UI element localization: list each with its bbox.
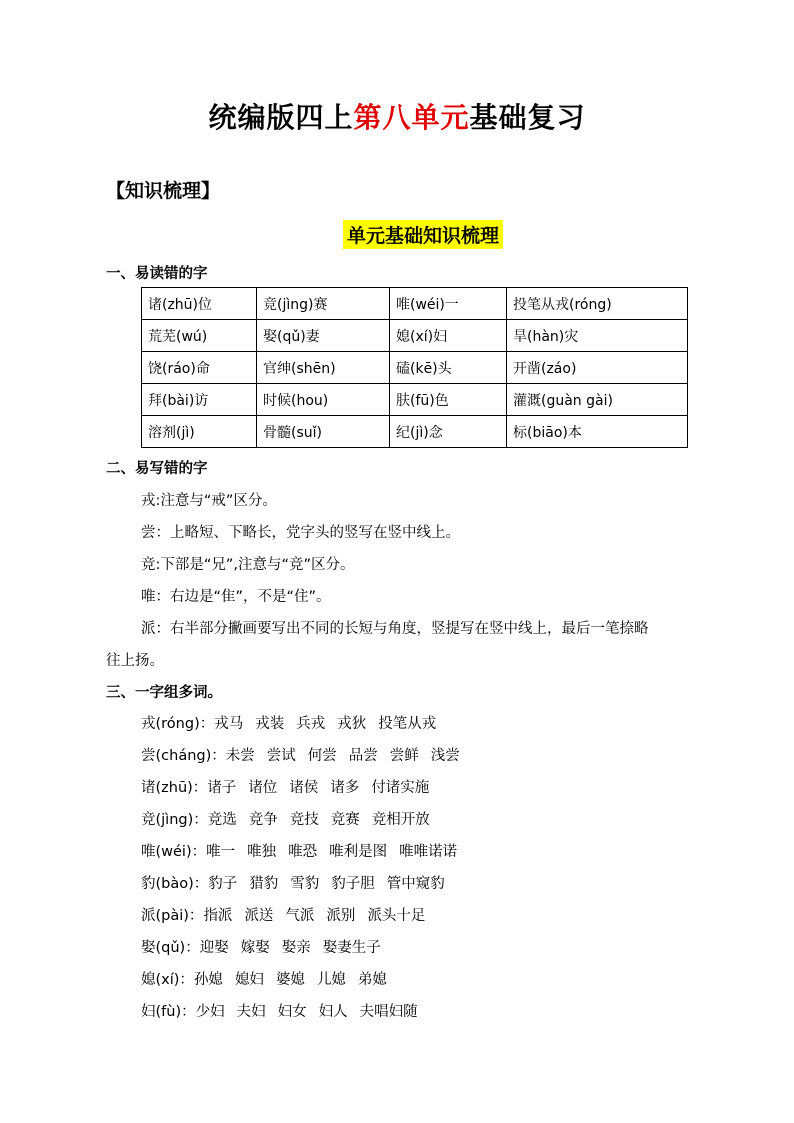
- word: 浅尝: [430, 748, 460, 764]
- word: 豹子胆: [331, 876, 375, 892]
- table-cell: 标(biāo)本: [507, 416, 688, 448]
- table-cell: 投笔从戎(róng): [507, 288, 688, 320]
- word: 戎装: [255, 716, 285, 732]
- word: 唯利是图: [329, 844, 388, 860]
- word: 竞相开放: [371, 812, 430, 828]
- word-group-head: 妇(fù)：: [141, 1004, 196, 1020]
- table-cell: 灌溉(guàn gài): [507, 384, 688, 416]
- table-cell: 溶剂(jì): [142, 416, 257, 448]
- word-group-line: [141, 840, 469, 861]
- word: 妇人: [318, 1004, 348, 1020]
- word-group-head: 娶(qǔ)：: [141, 940, 200, 956]
- table-cell: 荒芜(wú): [142, 320, 257, 352]
- title-highlight: 第八单元: [353, 101, 470, 134]
- word: 嫁娶: [240, 940, 270, 956]
- table-cell: 肤(fū)色: [390, 384, 507, 416]
- table-cell: 旱(hàn)灾: [507, 320, 688, 352]
- word-group-line: [141, 936, 393, 957]
- word: 夫妇: [236, 1004, 266, 1020]
- table-cell: 官绅(shēn): [257, 352, 390, 384]
- word: 唯唯诺诺: [399, 844, 458, 860]
- table-row: [142, 352, 688, 384]
- table-cell: 时候(hou): [257, 384, 390, 416]
- word: 尝试: [266, 748, 296, 764]
- list-item: 戎:注意与“戒”区分。: [141, 493, 277, 509]
- table-cell: 开凿(záo): [507, 352, 688, 384]
- word: 诸侯: [289, 780, 319, 796]
- list-item-continuation: 往上扬。: [106, 653, 164, 669]
- word: 管中窥豹: [386, 876, 445, 892]
- word: 唯独: [247, 844, 277, 860]
- word: 儿媳: [316, 972, 346, 988]
- table-cell: 拜(bài)访: [142, 384, 257, 416]
- word: 豹子: [208, 876, 238, 892]
- word-group-head: 竞(jìng)：: [141, 812, 208, 828]
- word-group-line: [141, 904, 437, 925]
- word: 娶亲: [281, 940, 311, 956]
- word: 猎豹: [249, 876, 279, 892]
- word-group-line: [141, 1000, 430, 1021]
- word: 夫唱妇随: [359, 1004, 418, 1020]
- word: 诸子: [207, 780, 237, 796]
- subtitle-highlight: 单元基础知识梳理: [343, 220, 503, 249]
- word-group-line: [141, 872, 457, 893]
- table-cell: 纪(jì)念: [390, 416, 507, 448]
- table-row: [142, 288, 688, 320]
- word: 竞赛: [330, 812, 360, 828]
- word: 品尝: [348, 748, 378, 764]
- table-row: [142, 384, 688, 416]
- word: 投笔从戎: [378, 716, 437, 732]
- word: 少妇: [195, 1004, 225, 1020]
- list-item: 竞:下部是“兄”,注意与“竞”区分。: [141, 557, 355, 573]
- title-prefix: 统编版四上: [208, 101, 354, 134]
- word: 娶妻生子: [322, 940, 381, 956]
- word-group-line: [141, 776, 441, 797]
- word: 婆媳: [275, 972, 305, 988]
- word: 气派: [285, 908, 315, 924]
- word: 尝鲜: [389, 748, 419, 764]
- list-item: 唯：右边是“隹”，不是“住”。: [141, 589, 331, 605]
- table-cell: 诸(zhū)位: [142, 288, 257, 320]
- word-group-head: 豹(bào)：: [141, 876, 209, 892]
- word-group-head: 唯(wéi)：: [141, 844, 207, 860]
- word: 竞争: [248, 812, 278, 828]
- word: 付诸实施: [371, 780, 430, 796]
- table-row: [142, 416, 688, 448]
- word-group-line: [141, 808, 442, 829]
- word: 未尝: [225, 748, 255, 764]
- table-row: [142, 320, 688, 352]
- word: 竞选: [207, 812, 237, 828]
- word: 弟媳: [357, 972, 387, 988]
- section-tag: 【知识梳理】: [106, 180, 221, 202]
- word: 媳妇: [234, 972, 264, 988]
- table-cell: 娶(qǔ)妻: [257, 320, 390, 352]
- word: 兵戎: [296, 716, 326, 732]
- subtitle-wrap: [0, 220, 794, 249]
- pinyin-table: [141, 287, 688, 448]
- word: 妇女: [277, 1004, 307, 1020]
- word-group-line: [141, 744, 472, 765]
- word: 何尝: [307, 748, 337, 764]
- table-cell: 饶(ráo)命: [142, 352, 257, 384]
- word: 唯一: [206, 844, 236, 860]
- word-group-head: 诸(zhū)：: [141, 780, 208, 796]
- title-suffix: 基础复习: [469, 101, 586, 134]
- section-1-heading: 一、易读错的字: [106, 266, 208, 282]
- word: 孙媳: [193, 972, 223, 988]
- word: 指派: [203, 908, 233, 924]
- word-group-head: 派(pài)：: [141, 908, 204, 924]
- word: 戎马: [214, 716, 244, 732]
- word: 派头十足: [367, 908, 426, 924]
- word: 派送: [244, 908, 274, 924]
- word: 雪豹: [290, 876, 320, 892]
- word-group-line: [141, 712, 448, 733]
- list-item: 尝：上略短、下略长，党字头的竖写在竖中线上。: [141, 525, 460, 541]
- table-cell: 竞(jìng)赛: [257, 288, 390, 320]
- page-title: [0, 96, 794, 136]
- word-group-head: 戎(róng)：: [141, 716, 215, 732]
- word: 唯恐: [288, 844, 318, 860]
- table-cell: 骨髓(suǐ): [257, 416, 390, 448]
- table-cell: 媳(xí)妇: [390, 320, 507, 352]
- word: 戎狄: [337, 716, 367, 732]
- word-group-line: [141, 968, 399, 989]
- section-3-heading: 三、一字组多词。: [106, 685, 222, 701]
- table-cell: 磕(kē)头: [390, 352, 507, 384]
- word: 迎娶: [199, 940, 229, 956]
- word-group-head: 尝(cháng)：: [141, 748, 226, 764]
- list-item: 派：右半部分撇画要写出不同的长短与角度，竖提写在竖中线上，最后一笔捺略: [141, 621, 649, 637]
- section-2-heading: 二、易写错的字: [106, 461, 208, 477]
- word: 派别: [326, 908, 356, 924]
- word: 诸多: [330, 780, 360, 796]
- word: 诸位: [248, 780, 278, 796]
- word: 竞技: [289, 812, 319, 828]
- word-group-head: 媳(xí)：: [141, 972, 194, 988]
- table-cell: 唯(wéi)一: [390, 288, 507, 320]
